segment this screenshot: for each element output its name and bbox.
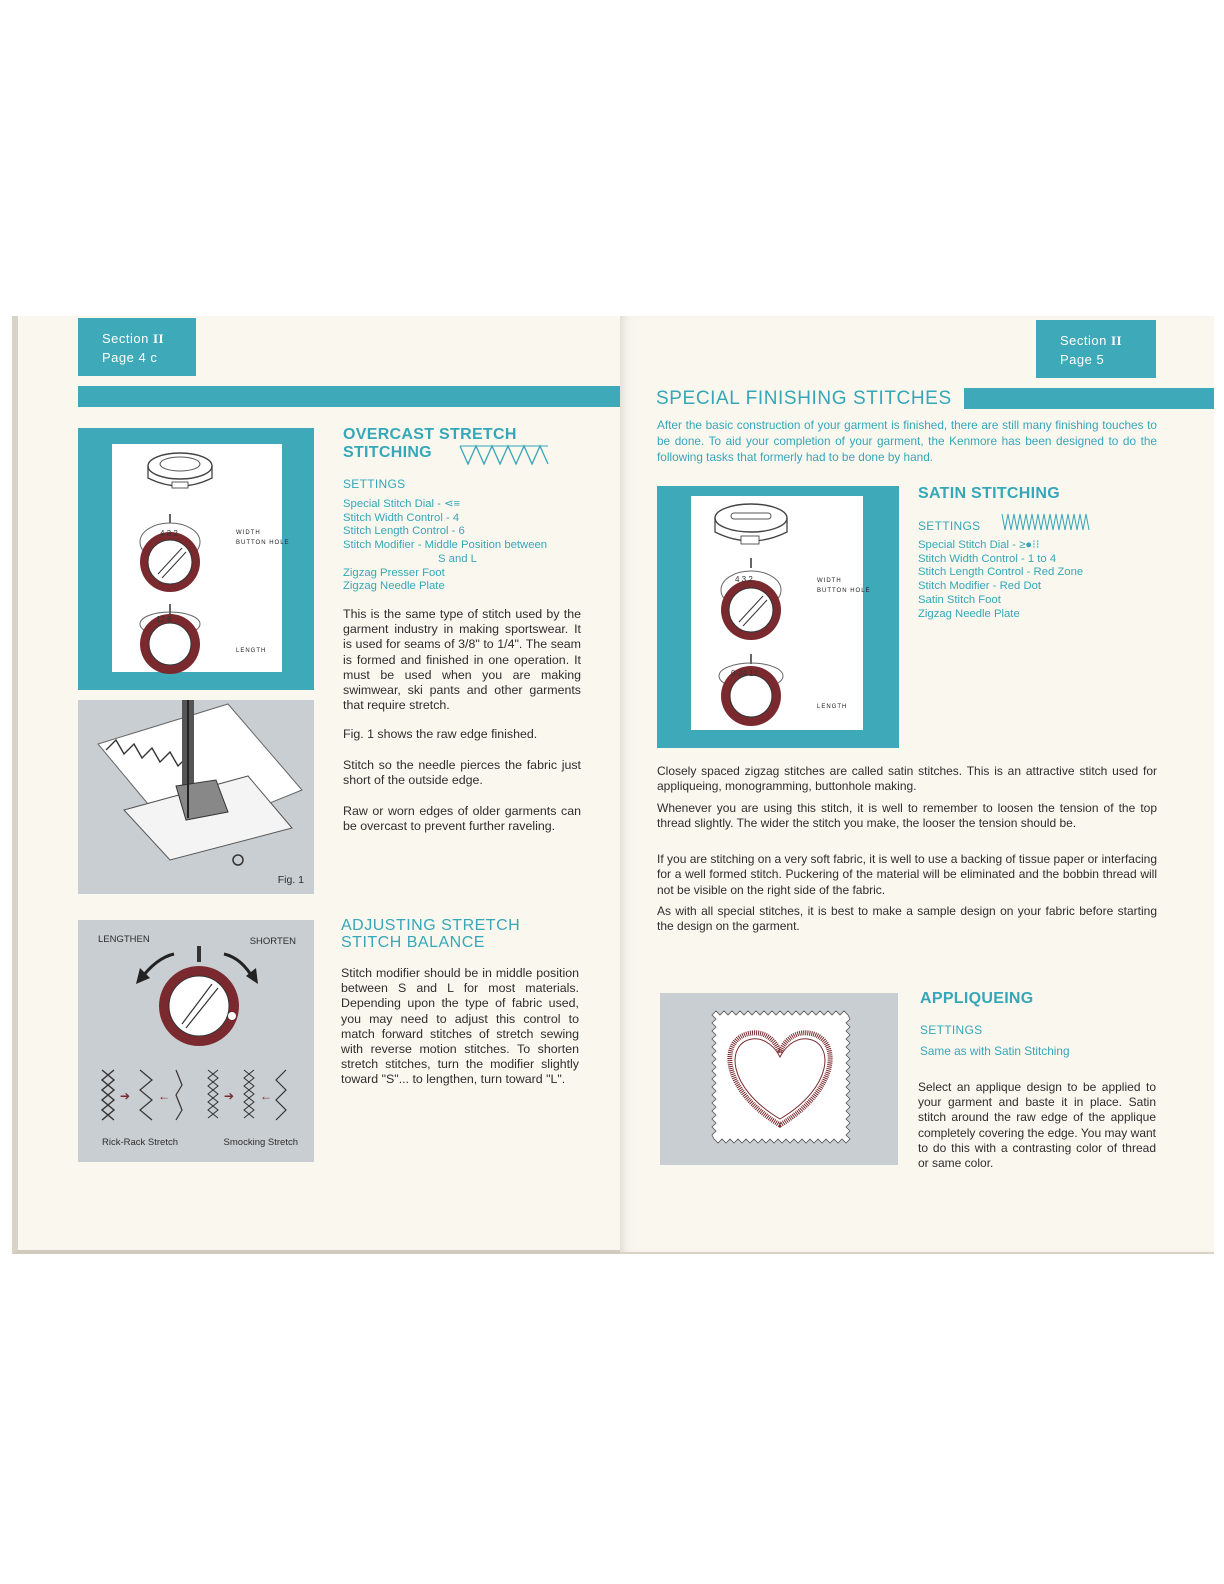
page-title: SPECIAL FINISHING STITCHES <box>656 388 958 410</box>
setting-item: Zigzag Presser Foot <box>343 566 445 579</box>
applique-settings-text: Same as with Satin Stitching <box>920 1044 1070 1058</box>
satin-paragraph: Closely spaced zigzag stitches are called satin stitches. This is an attractive stitch used for appliqueing, monogramming, buttonhole making. <box>657 764 1157 794</box>
satin-paragraph: As with all special stitches, it is best to make a sample design on your fabric before starting the design on the garment. <box>657 904 1157 934</box>
overcast-settings-label: SETTINGS <box>343 477 406 491</box>
booklet-spread <box>12 316 1214 1254</box>
header-band-left <box>78 386 626 407</box>
modifier-figure <box>78 920 314 1162</box>
dial-illustration-left <box>112 444 290 672</box>
overcast-title-line2: STITCHING <box>343 444 432 461</box>
section-label: Section II <box>1060 333 1123 348</box>
stitch-dials-icon <box>112 444 290 672</box>
setting-item: Zigzag Needle Plate <box>343 580 445 593</box>
balance-title-line2: STITCH BALANCE <box>341 934 485 951</box>
length-label: LENGTH <box>236 648 267 654</box>
width-numbers: 4 3 2 <box>735 575 753 584</box>
setting-item: Zigzag Needle Plate <box>918 607 1020 620</box>
setting-item: Stitch Width Control - 1 to 4 <box>918 552 1057 565</box>
balance-paragraph: Stitch modifier should be in middle position between S and L for most materials. Depending upon the type of fabric used, you may need to adjust this control to match forward stitches of stretch sewing with reverse motion stitches. To shorten stretch stitches, turn the modifier slightly toward "S"... to lengthen, turn toward "L". <box>341 966 579 1087</box>
setting-item: S and L <box>438 552 477 565</box>
heart-applique-icon <box>660 993 898 1165</box>
width-label: WIDTH <box>817 578 842 584</box>
rick-rack-label: Rick-Rack Stretch <box>102 1137 179 1148</box>
length-label: LENGTH <box>817 704 848 710</box>
width-label: WIDTH <box>236 530 261 536</box>
setting-item: Stitch Length Control - 6 <box>343 525 465 538</box>
fig1-figure <box>78 700 314 894</box>
page-label: Page 4 c <box>102 350 158 365</box>
setting-item: Satin Stitch Foot <box>918 593 1001 606</box>
length-numbers: 0-24 12 <box>731 669 759 678</box>
section-tab-left <box>78 318 196 376</box>
overcast-settings-list <box>343 498 547 594</box>
buttonhole-label: BUTTON HOLE <box>236 540 290 546</box>
smocking-label: Smocking Stretch <box>223 1137 298 1148</box>
section-label: Section II <box>102 331 165 346</box>
overcast-paragraph: Stitch so the needle pierces the fabric just short of the outside edge. <box>343 758 581 788</box>
satin-paragraph: If you are stitching on a very soft fabric, it is well to use a backing of tissue paper or interfacing for a well formed stitch. Puckering of the material will be eliminated and the bobbin thread will not be visible on the right side of the fabric. <box>657 852 1157 897</box>
stitch-modifier-icon <box>78 920 314 1162</box>
svg-text:←: ← <box>158 1089 170 1103</box>
setting-item: Stitch Modifier - Middle Position between <box>343 539 548 552</box>
width-numbers: 4 3 2 <box>160 529 178 538</box>
shorten-label: SHORTEN <box>249 936 296 947</box>
satin-title: SATIN STITCHING <box>918 485 1060 502</box>
page-label: Page 5 <box>1060 352 1105 367</box>
buttonhole-label: BUTTON HOLE <box>817 588 871 594</box>
overcast-stitch-icon <box>458 444 550 466</box>
applique-figure <box>660 993 898 1165</box>
section-tab-right <box>1036 320 1156 378</box>
intro-paragraph: After the basic construction of your garment is finished, there are still many finishing touches to be done. To aid your completion of your garment, the Kenmore has been designed to do the following tasks that formerly had to be done by hand. <box>657 418 1157 464</box>
satin-stitch-icon <box>1000 512 1092 532</box>
svg-text:➔: ➔ <box>224 1089 235 1103</box>
overcast-paragraph: Raw or worn edges of older garments can be overcast to prevent further raveling. <box>343 804 581 834</box>
dial-figure-left <box>78 428 314 690</box>
left-page <box>12 316 620 1254</box>
applique-title: APPLIQUEING <box>920 990 1034 1007</box>
setting-item: Special Stitch Dial - ≥●⁝⁝ <box>918 539 1040 551</box>
setting-item: Stitch Width Control - 4 <box>343 511 460 524</box>
right-page <box>620 316 1214 1254</box>
overcast-paragraph: This is the same type of stitch used by the garment industry in making sportswear. It is used for seams of 3/8" to 1/4". The seam is formed and finished in one operation. It must be used when you are making swimwear, ski pants and other garments that require stretch. <box>343 607 581 713</box>
setting-item: Stitch Modifier - Red Dot <box>918 580 1042 593</box>
lengthen-label: LENGTHEN <box>98 934 150 945</box>
satin-paragraph: Whenever you are using this stitch, it is well to remember to loosen the tension of the top thread slightly. The wider the stitch you make, the looser the tension should be. <box>657 801 1157 831</box>
header-band-right <box>964 388 1214 409</box>
balance-title-line1: ADJUSTING STRETCH <box>341 917 521 934</box>
overcast-title-line1: OVERCAST STRETCH <box>343 426 517 443</box>
length-numbers: 12 6 <box>156 615 172 624</box>
dial-illustration-right <box>691 496 871 730</box>
setting-item: Special Stitch Dial - ⋖≡ <box>343 498 461 510</box>
applique-paragraph: Select an applique design to be applied to your garment and baste it in place. Satin stitch around the raw edge of the applique completely covering the edge. You may want to do this with a contrasting color of thread or same color. <box>918 1080 1156 1171</box>
overcast-paragraph: Fig. 1 shows the raw edge finished. <box>343 727 538 741</box>
satin-settings-label: SETTINGS <box>918 519 981 533</box>
fig1-caption: Fig. 1 <box>277 874 304 886</box>
setting-item: Stitch Length Control - Red Zone <box>918 566 1084 579</box>
satin-settings-list <box>918 539 1083 621</box>
svg-text:➔: ➔ <box>120 1089 131 1103</box>
dial-figure-right <box>657 486 899 748</box>
stitch-dials-icon <box>691 496 871 730</box>
presser-foot-icon <box>78 700 314 894</box>
applique-settings-label: SETTINGS <box>920 1023 983 1037</box>
svg-text:←: ← <box>260 1089 272 1103</box>
